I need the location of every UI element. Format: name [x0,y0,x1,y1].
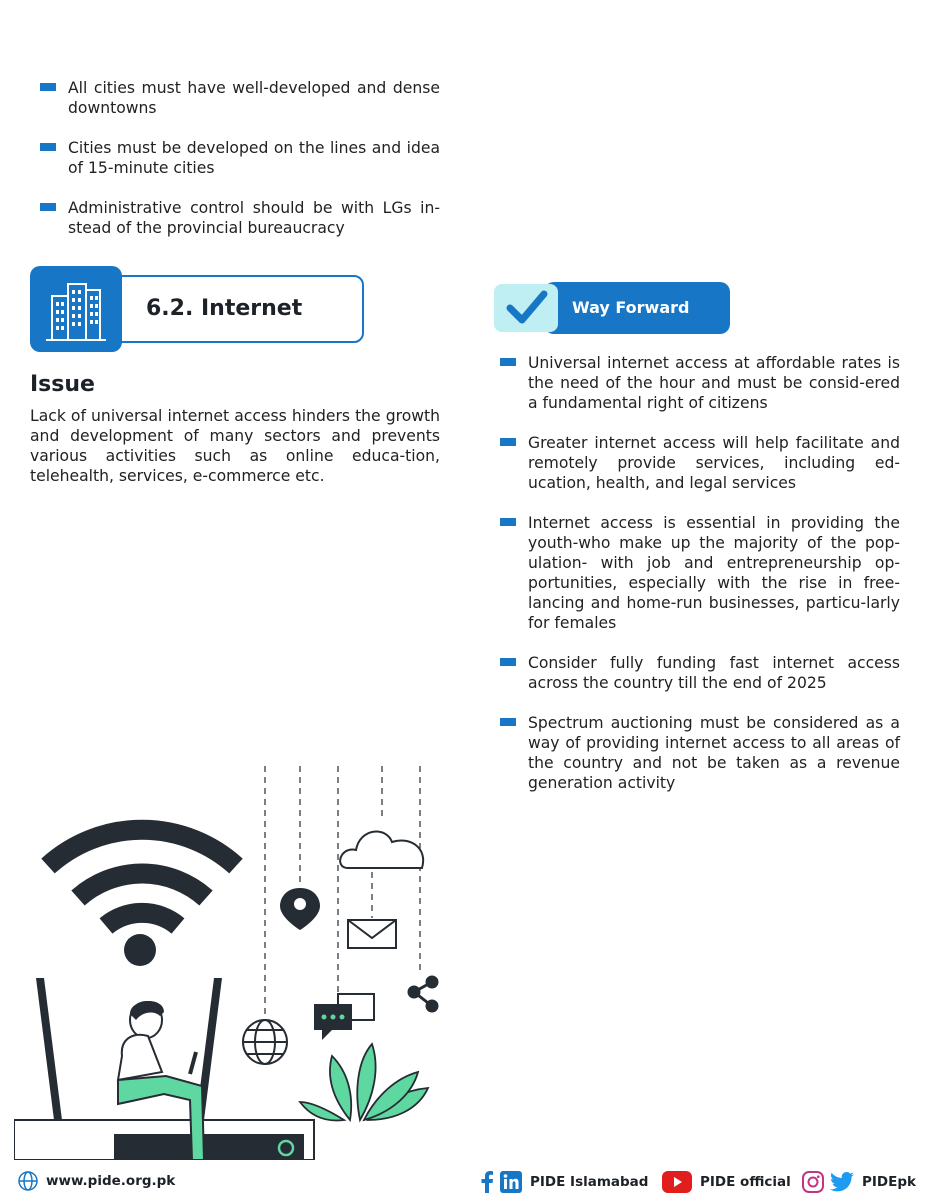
pide-islamabad-label[interactable]: PIDE Islamabad [530,1174,649,1190]
location-pin-icon [280,888,320,930]
footer-facebook-linkedin[interactable] [480,1171,648,1193]
facebook-icon [480,1171,494,1193]
globe-footer-icon [18,1171,38,1191]
list-item: Cities must be developed on the lines and idea of 15-minute cities [40,138,440,178]
cloud-icon [340,832,423,868]
globe-icon [243,1020,287,1064]
linkedin-icon [500,1171,522,1193]
twitter-icon [830,1172,854,1192]
section-header [30,266,366,352]
footer-youtube[interactable] [662,1171,791,1193]
way-forward-badge [494,282,730,334]
footer-website[interactable] [18,1171,175,1191]
list-item: Greater internet access will help facilitate and remotely provide services, including ed-ucation, health, and legal services [500,433,900,493]
footer-instagram-twitter[interactable] [802,1171,916,1193]
check-icon [494,284,558,332]
chat-icon [314,994,374,1040]
list-item: Spectrum auctioning must be considered as a way of providing internet access to all areas of the country and not be taken as a revenue generation activity [500,713,900,793]
list-item: Internet access is essential in providing the youth-who make up the majority of the pop-ulation- with job and entrepreneurship op-portunities, especially with the rise in free-lancing and home-run businesses, particu-larly for females [500,513,900,633]
list-item: All cities must have well-developed and dense downtowns [40,78,440,118]
buildings-icon [30,266,122,352]
pide-official-label[interactable]: PIDE official [700,1174,791,1190]
share-icon [409,977,437,1011]
way-forward-list [500,353,900,813]
list-item: Administrative control should be with LGs in-stead of the provincial bureaucracy [40,198,440,238]
router-body [14,1120,314,1160]
internet-illustration [14,760,454,1160]
section-title: 6.2. Internet [146,296,303,321]
list-item: Universal internet access at affordable rates is the need of the hour and must be consid-ered a fundamental right of citizens [500,353,900,413]
way-forward-label: Way Forward [572,298,690,317]
website-link[interactable]: www.pide.org.pk [46,1173,176,1189]
top-bullet-list [40,78,440,258]
pidepk-label[interactable]: PIDEpk [862,1174,916,1190]
wifi-icon [48,830,236,966]
mail-icon [348,920,396,948]
plant [300,1044,428,1120]
list-item: Consider fully funding fast internet access across the country till the end of 2025 [500,653,900,693]
instagram-icon [802,1171,824,1193]
issue-text: Lack of universal internet access hinders the growth and development of many sectors and prevents various activities such as online educa-tion, telehealth, services, e-commerce etc. [30,407,440,485]
youtube-icon [662,1171,692,1193]
footer [0,1160,928,1200]
issue-heading: Issue [30,372,95,397]
